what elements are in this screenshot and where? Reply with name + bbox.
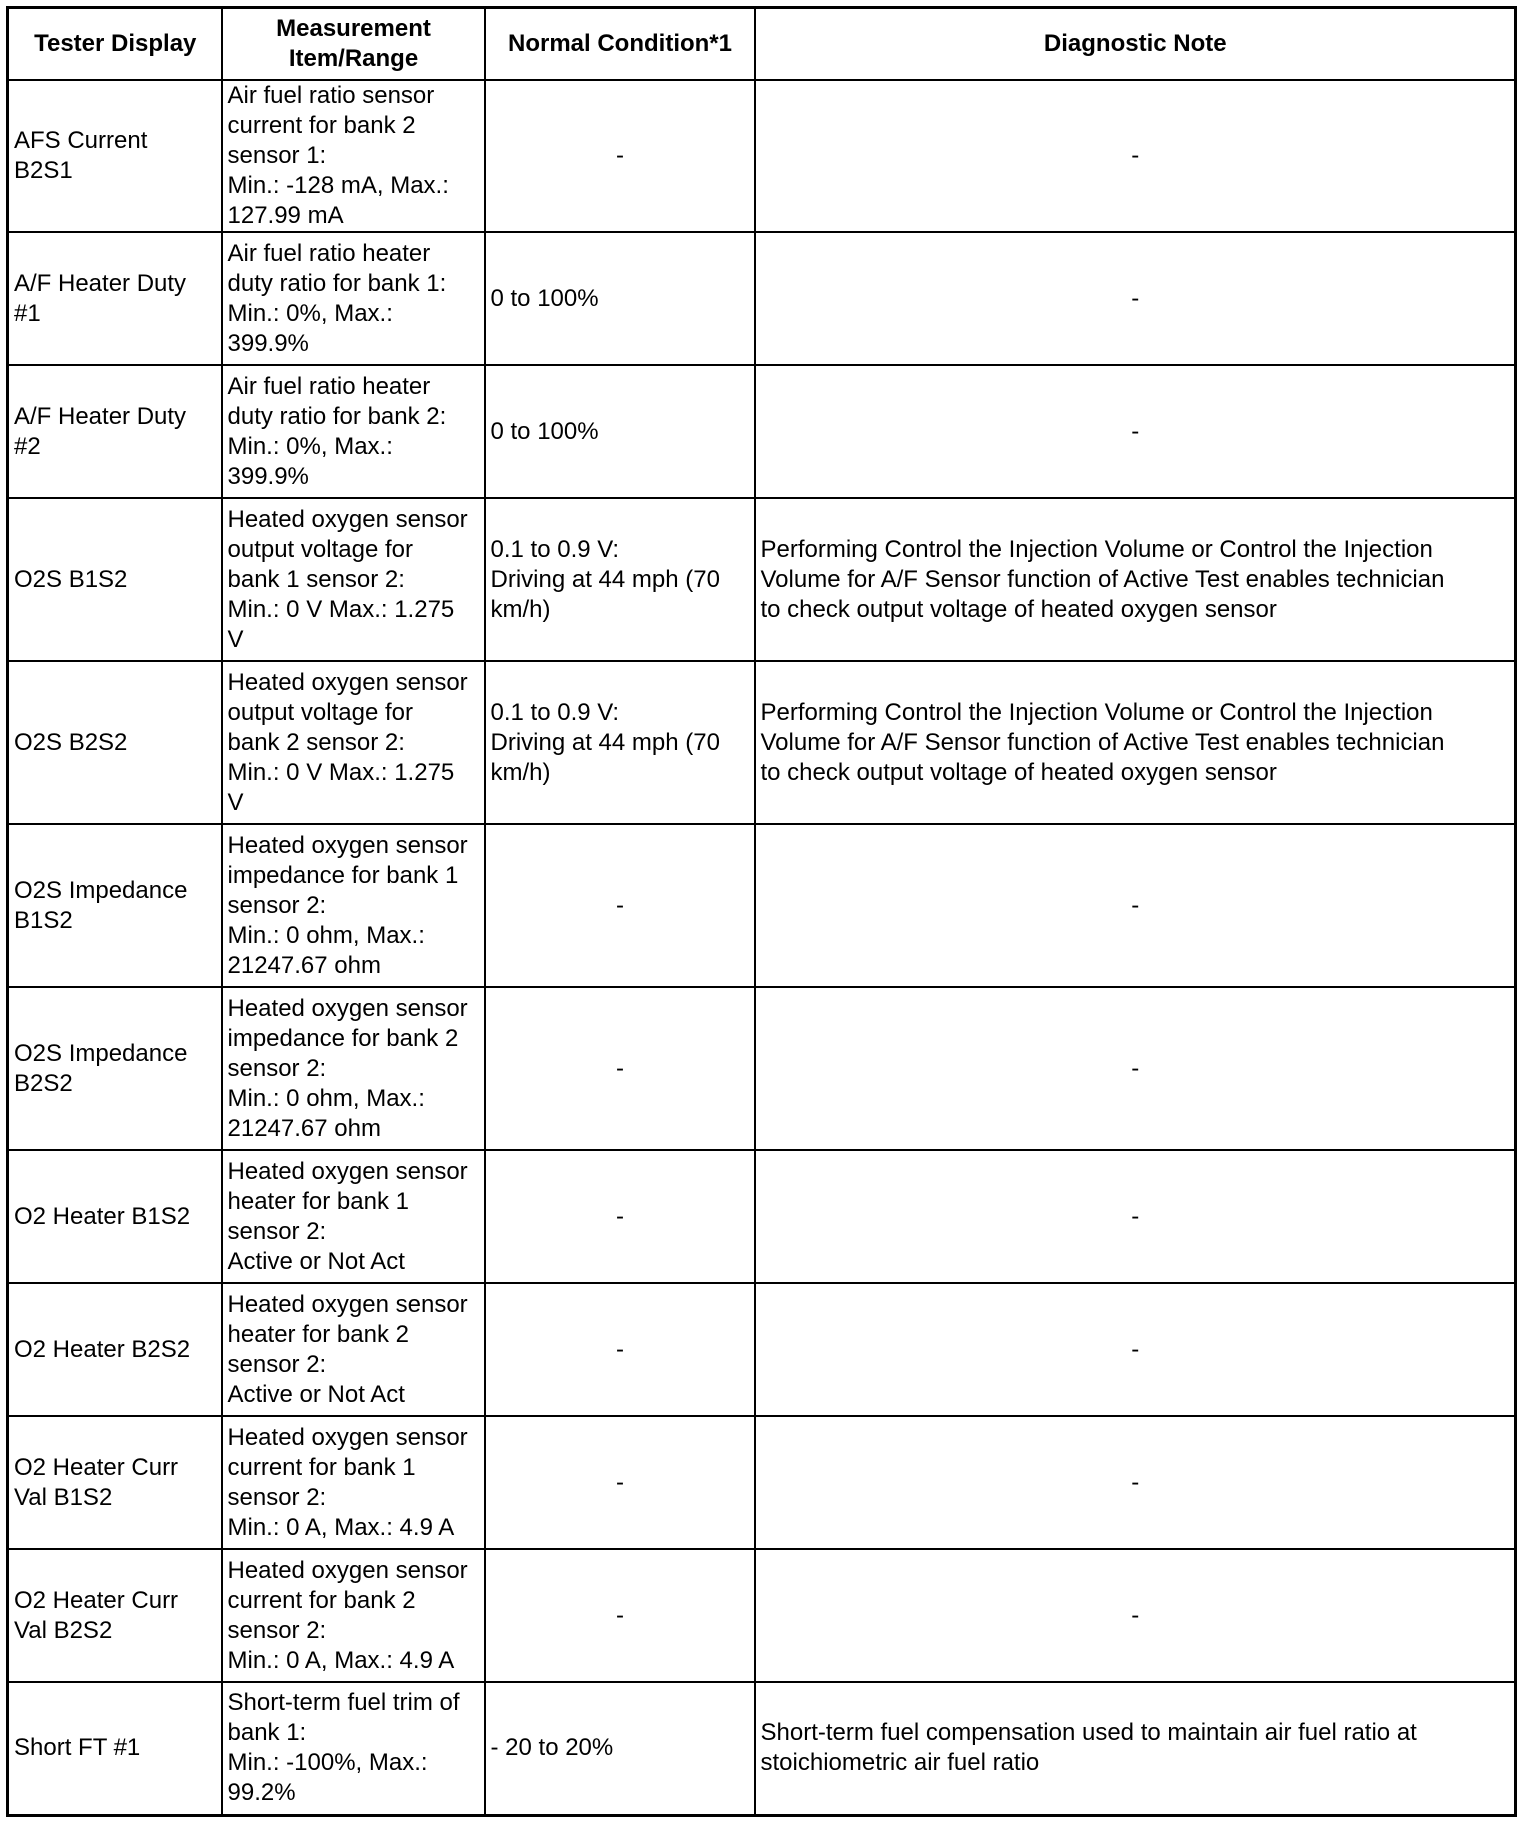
tester-display-cell: Short FT #1 [8,1682,222,1815]
measurement-item-cell: Heated oxygen sensor output voltage for bank 1 sensor 2: Min.: 0 V Max.: 1.275 V [222,498,485,661]
normal-condition-cell: - [485,987,755,1150]
diagnostic-note-cell: - [755,1283,1516,1416]
tester-display-cell: O2 Heater Curr Val B2S2 [8,1549,222,1682]
table-row [8,1150,1516,1283]
normal-condition-cell: - [485,80,755,232]
table-header-row [8,8,1516,81]
normal-condition-cell: - [485,824,755,987]
normal-condition-cell: - 20 to 20% [485,1682,755,1815]
normal-condition-cell: 0.1 to 0.9 V: Driving at 44 mph (70 km/h) [485,661,755,824]
table-row [8,1416,1516,1549]
tester-display-cell: AFS Current B2S1 [8,80,222,232]
measurement-item-cell: Heated oxygen sensor heater for bank 1 sensor 2: Active or Not Act [222,1150,485,1283]
table-row [8,987,1516,1150]
diagnostic-note-cell: - [755,1549,1516,1682]
header-measurement-item-range: Measurement Item/Range [222,8,485,81]
measurement-item-cell: Heated oxygen sensor current for bank 1 sensor 2: Min.: 0 A, Max.: 4.9 A [222,1416,485,1549]
normal-condition-cell: - [485,1549,755,1682]
table-row [8,498,1516,661]
normal-condition-cell: - [485,1283,755,1416]
table-row [8,1549,1516,1682]
table-row [8,1283,1516,1416]
measurement-item-cell: Air fuel ratio heater duty ratio for bank 2: Min.: 0%, Max.: 399.9% [222,365,485,498]
measurement-item-cell: Heated oxygen sensor current for bank 2 sensor 2: Min.: 0 A, Max.: 4.9 A [222,1549,485,1682]
header-diagnostic-note: Diagnostic Note [755,8,1516,81]
normal-condition-cell: - [485,1416,755,1549]
table-row [8,824,1516,987]
diagnostic-note-cell: - [755,987,1516,1150]
table-row [8,661,1516,824]
tester-display-cell: O2 Heater B2S2 [8,1283,222,1416]
tester-display-cell: O2S Impedance B2S2 [8,987,222,1150]
table-row [8,365,1516,498]
tester-display-cell: A/F Heater Duty #2 [8,365,222,498]
normal-condition-cell: 0 to 100% [485,232,755,365]
diagnostic-note-cell: - [755,824,1516,987]
diagnostic-note-cell: - [755,232,1516,365]
diagnostic-data-table [6,6,1517,1817]
diagnostic-note-cell: - [755,80,1516,232]
diagnostic-note-cell: - [755,1150,1516,1283]
header-normal-condition: Normal Condition*1 [485,8,755,81]
measurement-item-cell: Heated oxygen sensor output voltage for bank 2 sensor 2: Min.: 0 V Max.: 1.275 V [222,661,485,824]
diagnostic-note-cell: Performing Control the Injection Volume or Control the Injection Volume for A/F Sensor function of Active Test enables technician to check output voltage of heated oxygen sensor [755,661,1516,824]
measurement-item-cell: Heated oxygen sensor impedance for bank 2 sensor 2: Min.: 0 ohm, Max.: 21247.67 ohm [222,987,485,1150]
normal-condition-cell: - [485,1150,755,1283]
table-row [8,1682,1516,1815]
tester-display-cell: O2S B2S2 [8,661,222,824]
diagnostic-note-cell: - [755,1416,1516,1549]
measurement-item-cell: Short-term fuel trim of bank 1: Min.: -100%, Max.: 99.2% [222,1682,485,1815]
tester-display-cell: A/F Heater Duty #1 [8,232,222,365]
tester-display-cell: O2 Heater Curr Val B1S2 [8,1416,222,1549]
diagnostic-note-cell: - [755,365,1516,498]
tester-display-cell: O2S B1S2 [8,498,222,661]
diagnostic-note-cell: Performing Control the Injection Volume or Control the Injection Volume for A/F Sensor function of Active Test enables technician to check output voltage of heated oxygen sensor [755,498,1516,661]
table-row [8,80,1516,232]
header-tester-display: Tester Display [8,8,222,81]
diagnostic-note-cell: Short-term fuel compensation used to maintain air fuel ratio at stoichiometric air fuel ratio [755,1682,1516,1815]
measurement-item-cell: Heated oxygen sensor impedance for bank 1 sensor 2: Min.: 0 ohm, Max.: 21247.67 ohm [222,824,485,987]
measurement-item-cell: Heated oxygen sensor heater for bank 2 sensor 2: Active or Not Act [222,1283,485,1416]
measurement-item-cell: Air fuel ratio heater duty ratio for bank 1: Min.: 0%, Max.: 399.9% [222,232,485,365]
measurement-item-cell: Air fuel ratio sensor current for bank 2 sensor 1: Min.: -128 mA, Max.: 127.99 mA [222,80,485,232]
tester-display-cell: O2 Heater B1S2 [8,1150,222,1283]
normal-condition-cell: 0 to 100% [485,365,755,498]
normal-condition-cell: 0.1 to 0.9 V: Driving at 44 mph (70 km/h) [485,498,755,661]
table-row [8,232,1516,365]
tester-display-cell: O2S Impedance B1S2 [8,824,222,987]
